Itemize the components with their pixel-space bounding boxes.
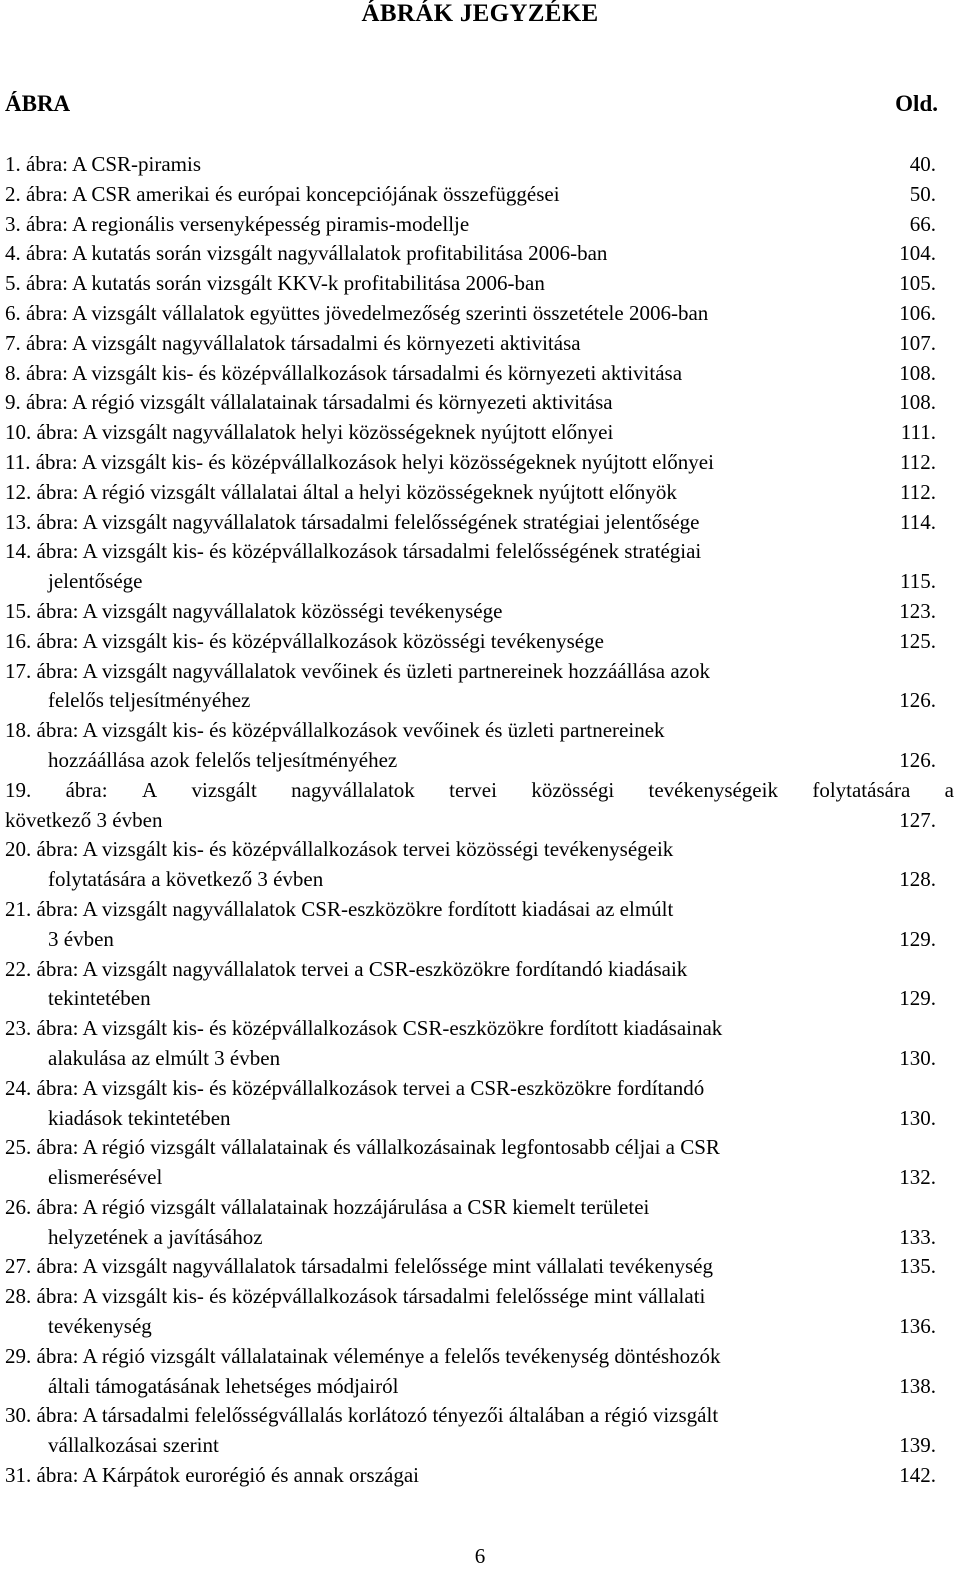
- figure-entry-text-line: 31. ábra: A Kárpátok eurorégió és annak országai: [5, 1463, 420, 1488]
- figure-entry-page-number: 142.: [899, 1463, 936, 1488]
- figure-entry-page-number: 106.: [899, 300, 936, 325]
- figure-entry-page-number: 111.: [900, 420, 936, 445]
- figure-entry-page-number: 127.: [899, 807, 936, 832]
- figure-list-entry: [5, 508, 954, 538]
- figure-entry-text-line: 21. ábra: A vizsgált nagyvállalatok CSR-eszközökre fordított kiadásai az elmúlt: [5, 896, 674, 921]
- figure-list-entry: [5, 210, 954, 240]
- figure-entry-page-number: 133.: [899, 1224, 936, 1249]
- figure-entry-text-line: 10. ábra: A vizsgált nagyvállalatok helyi közösségeknek nyújtott előnyei: [5, 420, 614, 445]
- figure-list-entry: [5, 776, 954, 836]
- figure-entry-text-line: 11. ábra: A vizsgált kis- és középvállalkozások helyi közösségeknek nyújtott előnyei: [5, 449, 714, 474]
- figure-entry-page-number: 112.: [900, 449, 936, 474]
- figure-entry-page-number: 115.: [900, 569, 936, 594]
- figure-entry-page-number: 128.: [899, 867, 936, 892]
- figure-list-entry: [5, 1074, 954, 1134]
- figure-list-entry: [5, 299, 954, 329]
- column-label-page: Old.: [895, 91, 938, 116]
- figure-entry-text-line: 24. ábra: A vizsgált kis- és középvállalkozások tervei a CSR-eszközökre fordítandó: [5, 1075, 705, 1100]
- figure-list-entry: [5, 269, 954, 299]
- figure-list-entry: [5, 1282, 954, 1342]
- figure-list-entry: [5, 657, 954, 717]
- figure-entry-text-line: tekintetében: [48, 986, 151, 1011]
- figure-list-entry: [5, 895, 954, 955]
- figure-entry-word: 19.: [5, 777, 32, 802]
- figure-entry-word: nagyvállalatok: [291, 777, 415, 802]
- figure-entry-text-line: 25. ábra: A régió vizsgált vállalatainak és vállalkozásainak legfontosabb céljai a CSR: [5, 1135, 720, 1160]
- figure-entry-text-line: elismerésével: [48, 1165, 163, 1190]
- figure-entry-text-line: általi támogatásának lehetséges módjairól: [48, 1373, 399, 1398]
- figure-entry-text-line: 29. ábra: A régió vizsgált vállalatainak véleménye a felelős tevékenység döntéshozók: [5, 1343, 721, 1368]
- figure-entry-text-line: 23. ábra: A vizsgált kis- és középvállalkozások CSR-eszközökre fordított kiadásainak: [5, 1016, 723, 1041]
- figure-list-entry: [5, 478, 954, 508]
- figure-entry-text-line: 28. ábra: A vizsgált kis- és középvállalkozások társadalmi felelőssége mint vállalati: [5, 1284, 706, 1309]
- figure-entry-text-line: 14. ábra: A vizsgált kis- és középvállalkozások társadalmi felelősségének stratégiai: [5, 539, 702, 564]
- figure-entry-text-line: 15. ábra: A vizsgált nagyvállalatok közösségi tevékenysége: [5, 598, 503, 623]
- figure-list-entry: [5, 835, 954, 895]
- figure-entry-page-number: 40.: [909, 152, 936, 176]
- figure-list-entry: [5, 418, 954, 448]
- figure-entry-text-line: kiadások tekintetében: [48, 1105, 231, 1130]
- figure-entry-page-number: 139.: [899, 1433, 936, 1458]
- figure-list-entry: [5, 955, 954, 1015]
- figure-entry-text-line: 7. ábra: A vizsgált nagyvállalatok társadalmi és környezeti aktivitása: [5, 330, 581, 355]
- figure-entry-text-line: hozzáállása azok felelős teljesítményéhez: [48, 747, 398, 772]
- figure-list-entry: [5, 1461, 954, 1491]
- figure-entry-word: ábra:: [65, 777, 108, 802]
- figure-entry-word: folytatására: [812, 777, 911, 802]
- figure-list-entry: [5, 537, 954, 597]
- figure-entry-text-line: [5, 776, 954, 806]
- figure-entry-text-line: 3. ábra: A regionális versenyképesség piramis-modellje: [5, 211, 470, 236]
- figure-entry-page-number: 66.: [909, 211, 936, 236]
- figure-entry-word: A: [141, 777, 158, 802]
- figure-entry-page-number: 50.: [909, 181, 936, 206]
- figure-entry-page-number: 104.: [899, 241, 936, 266]
- figure-list-entry: [5, 716, 954, 776]
- figure-entry-text-line: 3 évben: [48, 926, 114, 951]
- figure-entry-word: közösségi: [531, 777, 615, 802]
- figure-entry-page-number: 105.: [899, 271, 936, 296]
- figure-entry-text-line: 22. ábra: A vizsgált nagyvállalatok tervei a CSR-eszközökre fordítandó kiadásaik: [5, 956, 688, 981]
- figure-entry-page-number: 126.: [899, 747, 936, 772]
- figure-entry-page-number: 126.: [899, 688, 936, 713]
- figure-entry-text-line: következő 3 évben: [5, 807, 163, 832]
- figure-entry-text-line: vállalkozásai szerint: [48, 1433, 219, 1458]
- page-number: 6: [474, 1544, 486, 1568]
- figure-entry-text-line: 6. ábra: A vizsgált vállalatok együttes jövedelmezőség szerinti összetétele 2006-ban: [5, 300, 709, 325]
- figure-list-entry: [5, 1193, 954, 1253]
- figure-list-entry: [5, 239, 954, 269]
- figure-entry-word: a: [944, 777, 954, 802]
- figure-list-entry: [5, 150, 954, 180]
- figure-entry-text-line: 27. ábra: A vizsgált nagyvállalatok társadalmi felelőssége mint vállalati tevékenység: [5, 1254, 713, 1279]
- figure-entry-text-line: 30. ábra: A társadalmi felelősségvállalás korlátozó tényezői általában a régió vizsgált: [5, 1403, 719, 1428]
- figure-entry-word: vizsgált: [191, 777, 257, 802]
- figure-list-entry: [5, 1133, 954, 1193]
- figure-entry-text-line: jelentősége: [48, 569, 143, 594]
- figure-entry-page-number: 112.: [900, 479, 936, 504]
- figure-list-entry: [5, 1252, 954, 1282]
- figure-entry-text-line: 18. ábra: A vizsgált kis- és középvállalkozások vevőinek és üzleti partnereinek: [5, 718, 665, 743]
- figure-list-entry: [5, 627, 954, 657]
- figure-list-entry: [5, 448, 954, 478]
- figure-list-entry: [5, 359, 954, 389]
- figure-entry-page-number: 123.: [899, 598, 936, 623]
- figure-entry-text-line: 20. ábra: A vizsgált kis- és középvállalkozások tervei közösségi tevékenységeik: [5, 837, 674, 862]
- figure-entry-text-line: 17. ábra: A vizsgált nagyvállalatok vevőinek és üzleti partnereinek hozzáállása azok: [5, 658, 710, 683]
- figure-list-entry: [5, 1342, 954, 1402]
- figure-entry-page-number: 132.: [899, 1165, 936, 1190]
- figure-entry-text-line: 16. ábra: A vizsgált kis- és középvállalkozások közösségi tevékenysége: [5, 628, 604, 653]
- figure-entry-text-line: 2. ábra: A CSR amerikai és európai koncepciójának összefüggései: [5, 181, 560, 206]
- figure-entry-page-number: 136.: [899, 1314, 936, 1339]
- figure-entry-text-line: tevékenység: [48, 1314, 152, 1339]
- figure-entry-text-line: 1. ábra: A CSR-piramis: [5, 152, 201, 176]
- figure-entry-text-line: 12. ábra: A régió vizsgált vállalatai által a helyi közösségeknek nyújtott előnyök: [5, 479, 677, 504]
- figure-entry-text-line: alakulása az elmúlt 3 évben: [48, 1045, 281, 1070]
- figure-entry-page-number: 138.: [899, 1373, 936, 1398]
- figure-entry-text-line: felelős teljesítményéhez: [48, 688, 251, 713]
- figure-entry-page-number: 114.: [900, 509, 936, 534]
- figure-entry-text-line: 9. ábra: A régió vizsgált vállalatainak társadalmi és környezeti aktivitása: [5, 390, 613, 415]
- figure-entry-page-number: 129.: [899, 926, 936, 951]
- figure-entry-page-number: 130.: [899, 1105, 936, 1130]
- figure-entry-word: tervei: [449, 777, 497, 802]
- figure-list-entry: [5, 388, 954, 418]
- figure-entry-text-line: 26. ábra: A régió vizsgált vállalatainak hozzájárulása a CSR kiemelt területei: [5, 1194, 650, 1219]
- figure-entry-page-number: 108.: [899, 390, 936, 415]
- figure-entry-page-number: 135.: [899, 1254, 936, 1279]
- figure-entry-text-line: 13. ábra: A vizsgált nagyvállalatok társadalmi felelősségének stratégiai jelentősége: [5, 509, 700, 534]
- figure-list-entry: [5, 1014, 954, 1074]
- figure-entry-text-line: 4. ábra: A kutatás során vizsgált nagyvállalatok profitabilitása 2006-ban: [5, 241, 608, 266]
- figure-entry-text-line: helyzetének a javításához: [48, 1224, 263, 1249]
- figure-entry-page-number: 129.: [899, 986, 936, 1011]
- page-title: ÁBRÁK JEGYZÉKE: [361, 0, 599, 27]
- figure-list-entry: [5, 180, 954, 210]
- figure-entry-page-number: 130.: [899, 1045, 936, 1070]
- figure-entry-page-number: 107.: [899, 330, 936, 355]
- figure-entry-page-number: 125.: [899, 628, 936, 653]
- figure-entry-text-line: folytatására a következő 3 évben: [48, 867, 324, 892]
- figure-entry-text-line: 5. ábra: A kutatás során vizsgált KKV-k profitabilitása 2006-ban: [5, 271, 545, 296]
- figure-entry-word: tevékenységeik: [648, 777, 778, 802]
- column-label-figure: ÁBRA: [5, 91, 71, 116]
- figure-list-entry: [5, 1401, 954, 1461]
- figure-entry-text-line: 8. ábra: A vizsgált kis- és középvállalkozások társadalmi és környezeti aktivitása: [5, 360, 683, 385]
- figure-list: [5, 150, 954, 1491]
- figure-list-entry: [5, 329, 954, 359]
- figure-entry-page-number: 108.: [899, 360, 936, 385]
- figure-list-entry: [5, 597, 954, 627]
